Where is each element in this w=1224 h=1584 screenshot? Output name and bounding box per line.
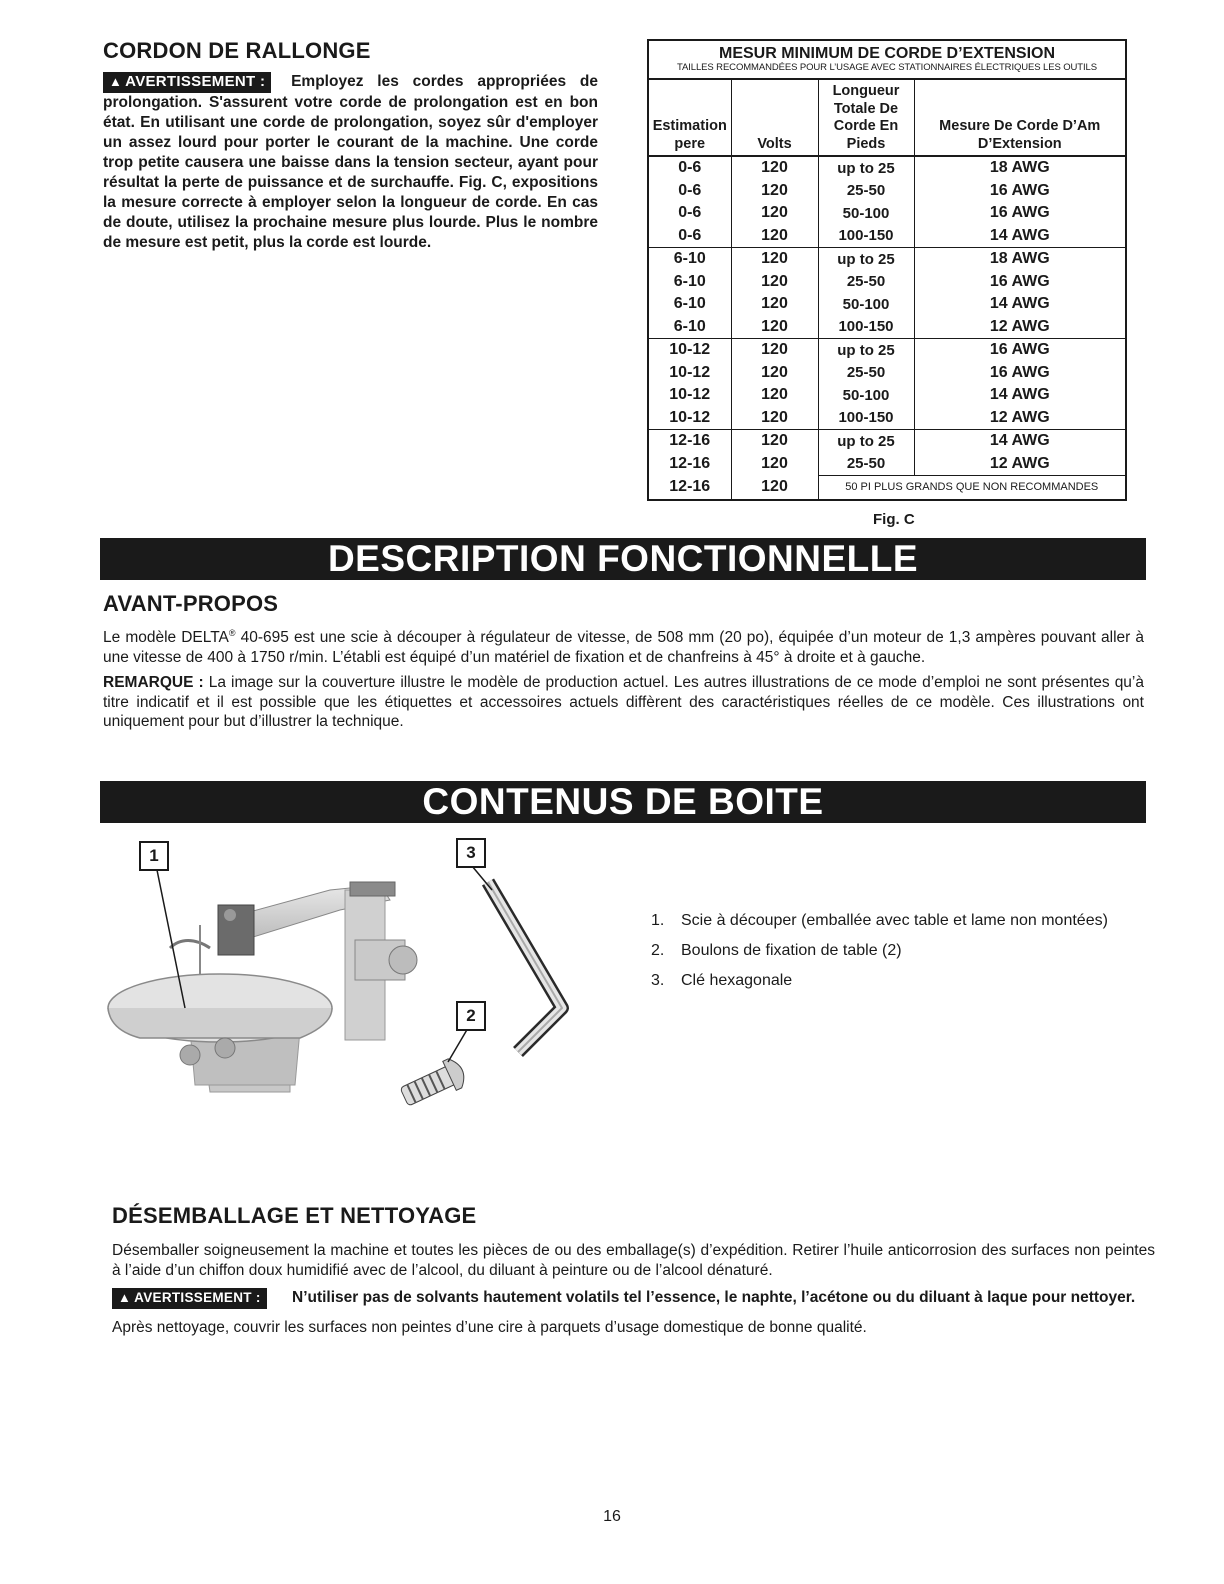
warning-label: AVERTISSEMENT : [134,1290,261,1305]
hex-key-drawing [488,882,562,1052]
cell-volts: 120 [731,293,818,316]
cell-volts: 120 [731,202,818,225]
cell-gauge: 16 AWG [989,341,1050,359]
section-heading-avant-propos: AVANT-PROPOS [103,591,279,616]
cell-length: 25-50 [818,453,914,476]
cell-amp: 10-12 [648,339,731,362]
callout-3: 3 [456,838,486,868]
avant-propos-text [103,624,1144,732]
table-row [648,202,1126,225]
cell-volts: 120 [731,362,818,385]
callout-leader-2 [448,1028,468,1062]
table-row [648,362,1126,385]
warning-text: N’utiliser pas de solvants hautement volatils tel l’essence, le naphte, l’acétone ou du diluant à laque pour nettoyer. [292,1289,1136,1306]
cell-length: 50-100 [818,384,914,407]
cell-volts: 120 [731,180,818,203]
cell-length: up to 25 [818,430,914,453]
warning-triangle-icon: ▲ [109,74,123,89]
cell-amp: 0-6 [648,202,731,225]
cell-length: 100-150 [818,407,914,430]
table-row [648,316,1126,339]
cell-gauge: 14 AWG [914,225,1126,248]
cell-length: 100-150 [818,316,914,339]
after-cleaning-paragraph: Après nettoyage, couvrir les surfaces non peintes d’une cire à parquets d’usage domestique de bonne qualité. [112,1319,867,1336]
extension-cord-table-wrap [647,39,1127,501]
callout-2: 2 [456,1001,486,1031]
extension-cord-table [647,39,1127,501]
cell-amp: 0-6 [648,225,731,248]
table-row [648,407,1126,430]
cell-volts: 120 [731,453,818,476]
cell-volts: 120 [731,248,818,271]
cell-amp: 6-10 [648,293,731,316]
table-row [648,271,1126,294]
banner-description: DESCRIPTION FONCTIONNELLE [100,538,1146,580]
cell-volts: 120 [731,225,818,248]
header-volts: Volts [731,79,818,156]
cell-length: up to 25 [818,248,914,271]
cell-amp: 10-12 [648,407,731,430]
header-gauge: Mesure De Corde D’Am D’Extension [914,79,1126,156]
cell-volts: 120 [731,476,818,500]
cell-not-recommended-note: 50 PI PLUS GRANDS QUE NON RECOMMANDES [818,476,1126,500]
cell-amp: 0-6 [648,156,731,180]
header-amperage: Estimation pere [648,79,731,156]
cell-volts: 120 [731,339,818,362]
cell-volts: 120 [731,316,818,339]
unpacking-paragraph: Désemballer soigneusement la machine et toutes les pièces de ou des emballage(s) d’expédition. Retirer l’huile anticorrosion des surfaces non peintes à l’aide d’un chiffon doux humidifié avec de l’alcool, du diluant à peinture ou de l’alcool dénaturé. [112,1242,1155,1279]
list-item: 3. Clé hexagonale [651,972,793,989]
list-item: 1. Scie à découper (emballée avec table et lame non montées) [651,912,1108,929]
cell-gauge: 18 AWG [989,159,1050,177]
cell-amp: 12-16 [648,453,731,476]
table-row [648,339,1126,362]
cell-gauge: 14 AWG [989,295,1050,313]
cordon-warning-block [103,72,598,253]
cell-volts: 120 [731,271,818,294]
cell-gauge: 16 AWG [989,272,1050,290]
cell-gauge: 14 AWG [989,386,1050,404]
table-title: MESUR MINIMUM DE CORDE D’EXTENSION [719,45,1056,62]
cell-amp: 6-10 [648,271,731,294]
cell-length: 25-50 [818,271,914,294]
cell-volts: 120 [731,156,818,180]
callout-1: 1 [139,841,169,871]
unpacking-warning [112,1288,1155,1309]
cell-gauge: 14 AWG [989,432,1050,450]
cell-amp: 6-10 [648,248,731,271]
section-heading-unpacking: DÉSEMBALLAGE ET NETTOYAGE [112,1203,477,1228]
table-row [648,225,1126,248]
cell-amp: 0-6 [648,180,731,203]
unpacking-block [112,1241,1155,1338]
warning-first-line: Employez les cordes appropriées [291,73,567,90]
cell-length: 100-150 [818,225,914,248]
table-bolt-drawing [397,1055,469,1111]
cell-amp: 10-12 [648,384,731,407]
box-contents-illustration [100,830,600,1120]
cell-gauge: 16 AWG [989,181,1050,199]
table-row [648,156,1126,180]
cell-amp: 12-16 [648,476,731,500]
page-number: 16 [603,1508,621,1525]
contents-list [651,911,1171,1001]
table-header-row [648,79,1126,156]
cordon-text: de prolongation. S'assurent votre corde de prolongation est en bon état. En utilisant une corde de prolongation, soyez sûr d'employer un assez lourd pour porter le courant de la machine. Une corde trop petite causera une baisse dans la tension secteur, ayant pour résultat la perte de puissance et de surchauffe. Fig. C, expositions la mesure correcte à employer selon la longueur de corde. En cas de doute, utilisez la prochaine mesure plus lourde. Plus le nombre de mesure est petit, plus la corde est lourde. [103,73,598,251]
table-body [648,156,1126,476]
cell-length: up to 25 [818,339,914,362]
table-row [648,384,1126,407]
cell-gauge: 12 AWG [914,316,1126,339]
cell-gauge: 18 AWG [989,250,1050,268]
table-row [648,293,1126,316]
note-paragraph: REMARQUE : La image sur la couverture illustre le modèle de production actuel. Les autres illustrations de ce mode d’emploi ne sont présentes qu’à titre indicatif et il est possible que les étiquettes et accessoires actuels diffèrent des caractéristiques réelles de ce modèle. Ces illustrations ont uniquement pour but d’illustrer la technique. [103,674,1144,731]
cell-length: 25-50 [818,180,914,203]
table-row [648,180,1126,203]
cell-length: 25-50 [818,362,914,385]
section-heading-cordon: CORDON DE RALLONGE [103,38,371,63]
table-row [648,453,1126,476]
warning-triangle-icon: ▲ [118,1290,132,1305]
warning-badge [103,72,271,93]
table-subtitle: TAILLES RECOMMANDÉES POUR L’USAGE AVEC STATIONNAIRES ÉLECTRIQUES LES OUTILS [648,62,1126,79]
cell-gauge: 12 AWG [989,454,1050,472]
cell-length: 50-100 [818,293,914,316]
table-row-last [648,476,1126,500]
cell-amp: 10-12 [648,362,731,385]
cell-gauge: 16 AWG [989,363,1050,381]
cell-amp: 12-16 [648,430,731,453]
figure-caption: Fig. C [873,511,915,528]
callout-leader-3 [472,866,492,890]
list-item: 2. Boulons de fixation de table (2) [651,942,902,959]
cell-volts: 120 [731,407,818,430]
cell-length: up to 25 [818,156,914,180]
table-row [648,248,1126,271]
cell-amp: 6-10 [648,316,731,339]
scroll-saw-drawing [108,882,417,1092]
cell-volts: 120 [731,384,818,407]
cell-length: 50-100 [818,202,914,225]
cell-gauge: 16 AWG [989,204,1050,222]
banner-contents: CONTENUS DE BOITE [100,781,1146,823]
warning-badge [112,1288,267,1309]
description-paragraph: Le modèle DELTA® 40-695 est une scie à découper à régulateur de vitesse, de 508 mm (20 po), équipée d’un moteur de 1,3 ampères pouvant aller à une vitesse de 400 à 1750 r/min. L’établi est équipé d’un matériel de fixation et de chanfreins à 45° à droite et à gauche. [103,628,1144,666]
header-length: Longueur Totale De Corde En Pieds [818,79,914,156]
cell-volts: 120 [731,430,818,453]
cell-gauge: 12 AWG [914,407,1126,430]
warning-label: AVERTISSEMENT : [125,73,266,90]
table-row [648,430,1126,453]
